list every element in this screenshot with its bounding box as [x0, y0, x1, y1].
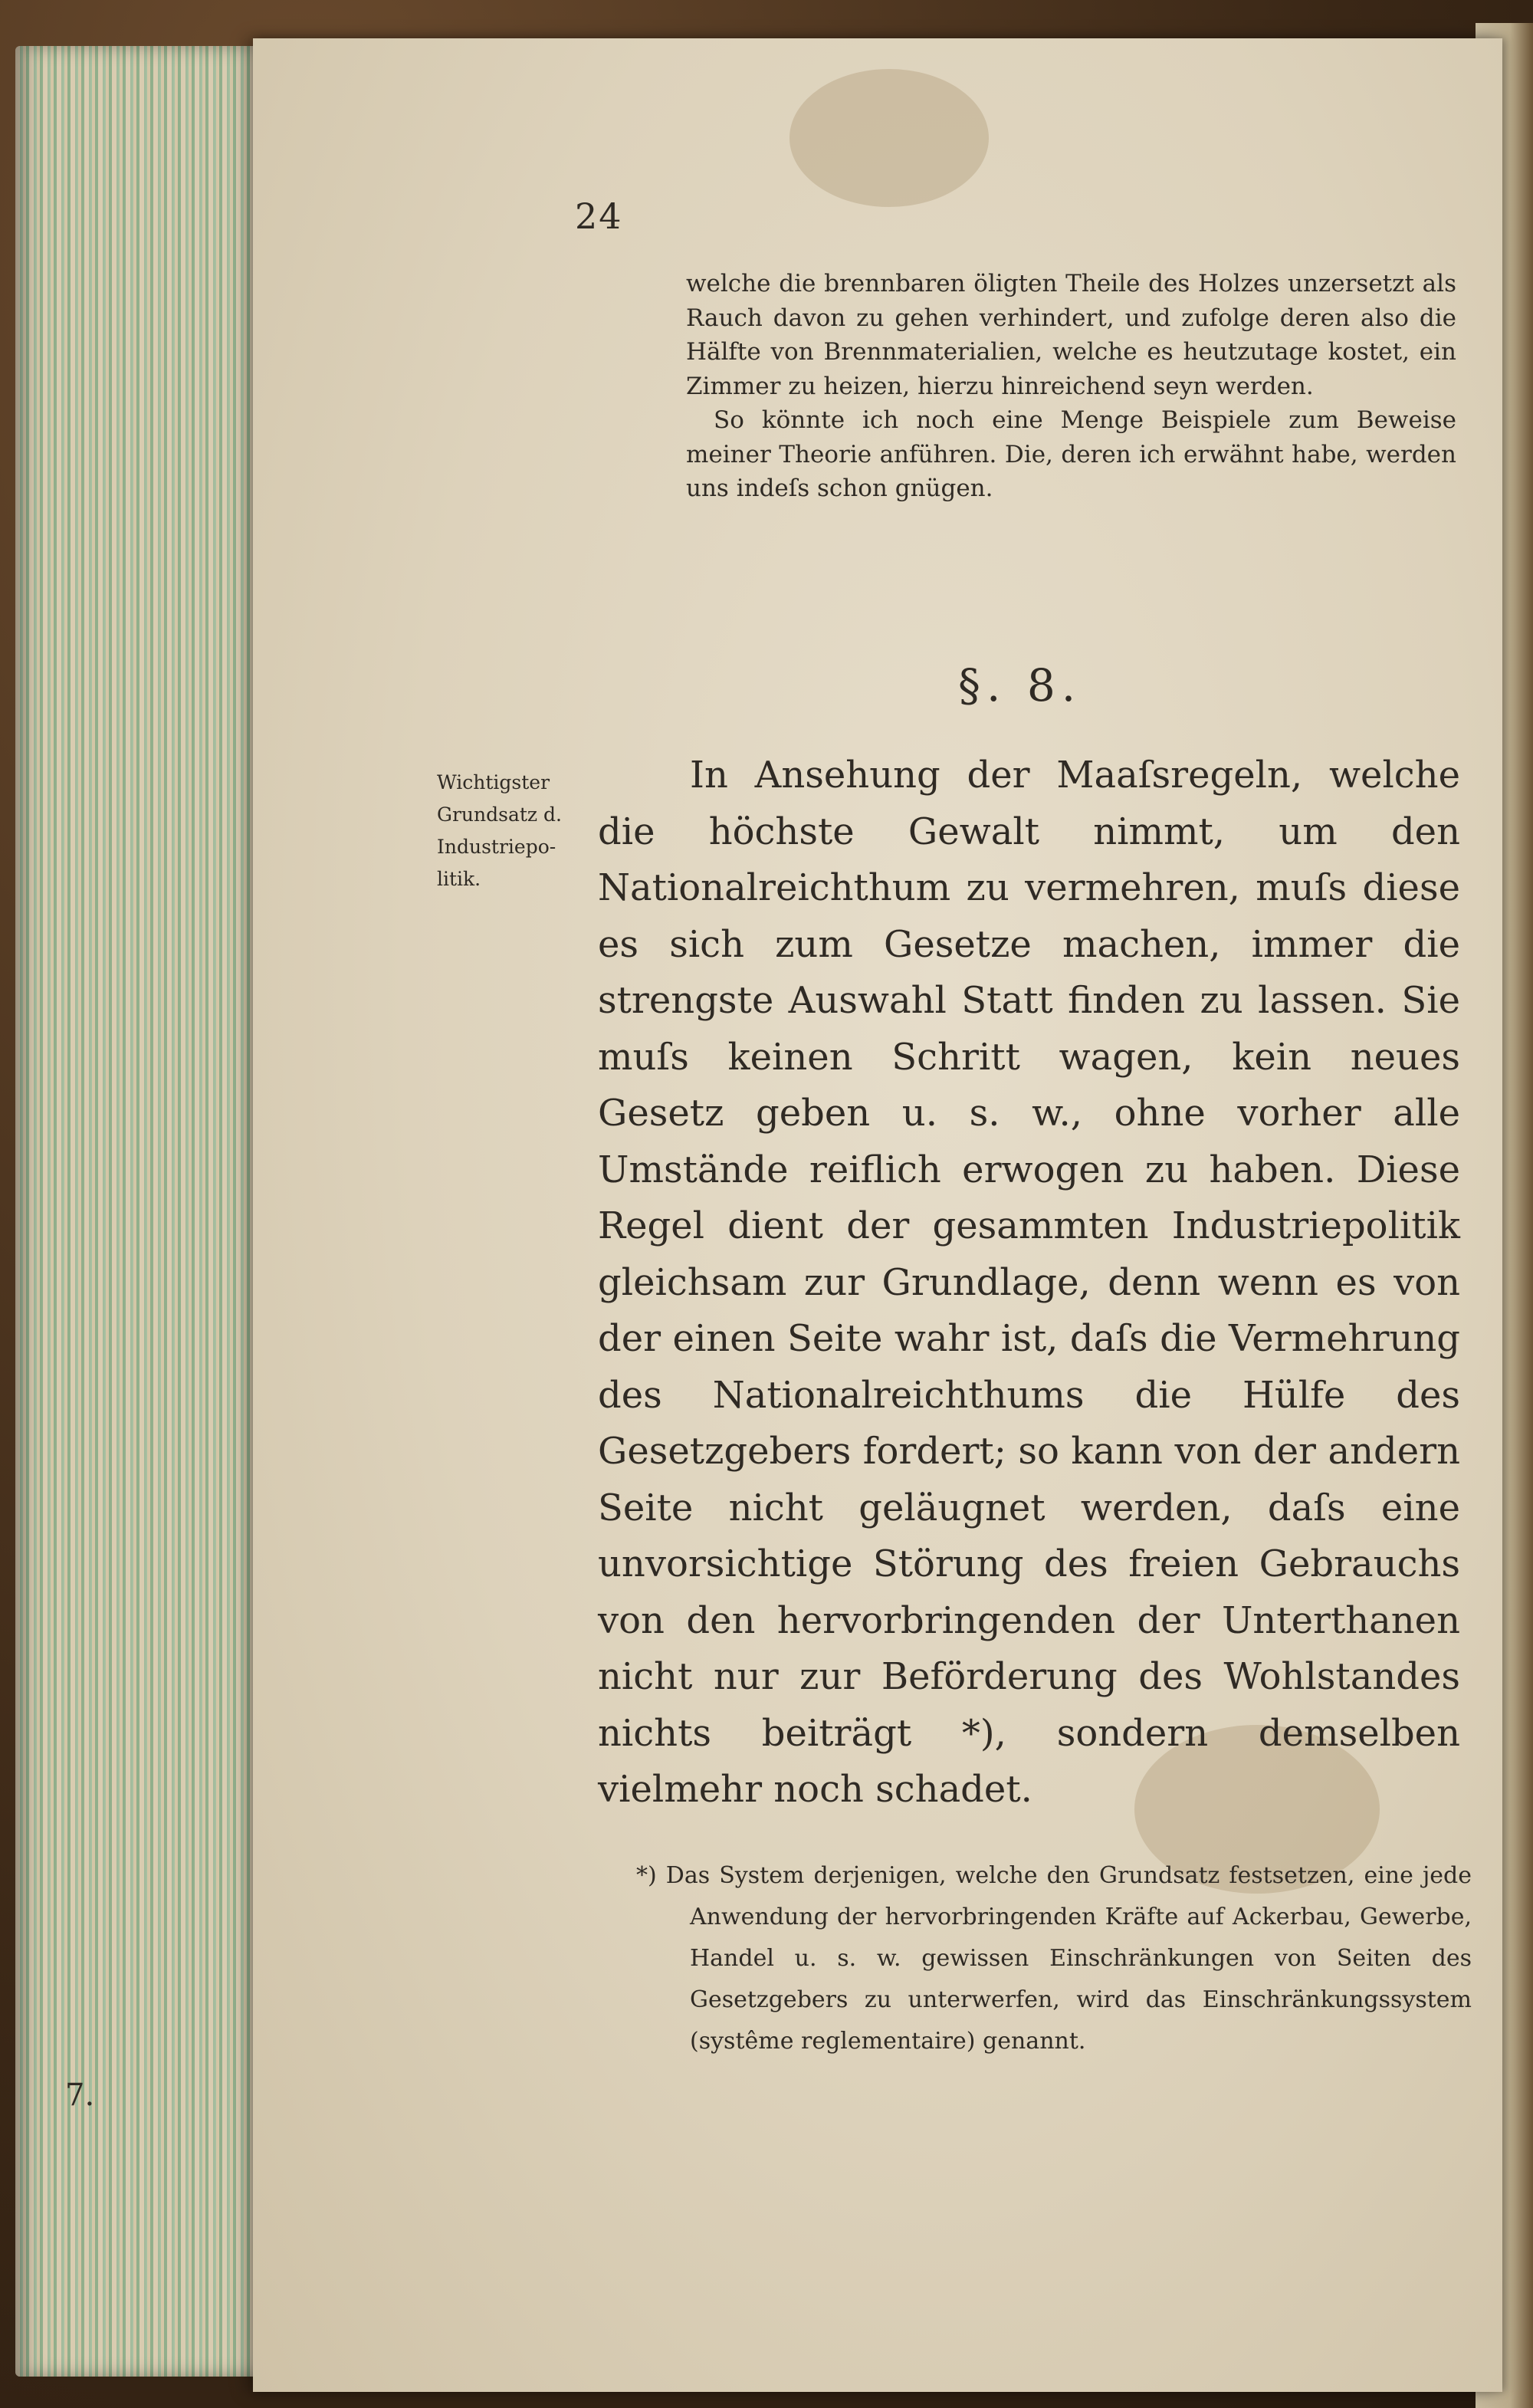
paragraph: So könnte ich noch eine Menge Beispiele zum Beweise meiner Theorie anführen. Die, deren ich erwähnt habe, werden uns indeſs schon gnügen.	[686, 406, 1456, 502]
footnote-text: *) Das System derjenigen, welche den Grundsatz festsetzen, eine jede Anwendung der hervorbringenden Kräfte auf Ackerbau, Gewerbe, Handel u. s. w. gewissen Einschränkungen von Seiten des Gesetzgebers zu unterwerfen, wird das Einschränkungssystem (systême reglementaire) genannt.	[636, 1862, 1472, 2055]
main-paragraph: In Ansehung der Maaſsregeln, welche die höchste Gewalt nimmt, um den Nationalreichthum zu vermehren, muſs diese es sich zum Gesetze machen, immer die strengste Auswahl Statt finden zu lassen. Sie muſs keinen Schritt wagen, kein neues Gesetz geben u. s. w., ohne vorher alle Umstände reiflich erwogen zu haben. Diese Regel dient der gesammten Industriepolitik gleichsam zur Grundlage, denn wenn es von der einen Seite wahr ist, daſs die Vermehrung des Nationalreichthums die Hülfe des Gesetzgebers fordert; so kann von der andern Seite nicht geläugnet werden, daſs eine unvorsichtige Störung des freien Gebrauchs von den hervorbringenden der Unterthanen nicht nur zur Beförderung des Wohlstandes nichts beiträgt *), sondern demselben vielmehr noch schadet.	[598, 754, 1460, 1811]
margin-note-line: Industriepo-	[437, 836, 556, 858]
margin-note-line: Grundsatz d.	[437, 803, 562, 826]
main-text-block	[598, 747, 1460, 1818]
page-edges	[15, 46, 291, 2377]
margin-note-line: litik.	[437, 868, 481, 890]
footnote	[636, 1855, 1472, 2062]
top-text-block	[686, 267, 1456, 506]
section-heading: §. 8.	[958, 659, 1082, 711]
paragraph: welche die brennbaren öligten Theile des Holzes unzersetzt als Rauch davon zu gehen verhindert, und zufolge deren also die Hälfte von Brennmaterialien, welche es heutzutage kostet, ein Zimmer zu heizen, hierzu hinreichend seyn werden.	[686, 270, 1456, 400]
paper-stain	[789, 69, 989, 207]
page-number: 24	[575, 195, 623, 237]
margin-note-line: Wichtigster	[437, 771, 550, 793]
stray-mark: 7.	[65, 2078, 95, 2113]
margin-note	[437, 767, 590, 895]
